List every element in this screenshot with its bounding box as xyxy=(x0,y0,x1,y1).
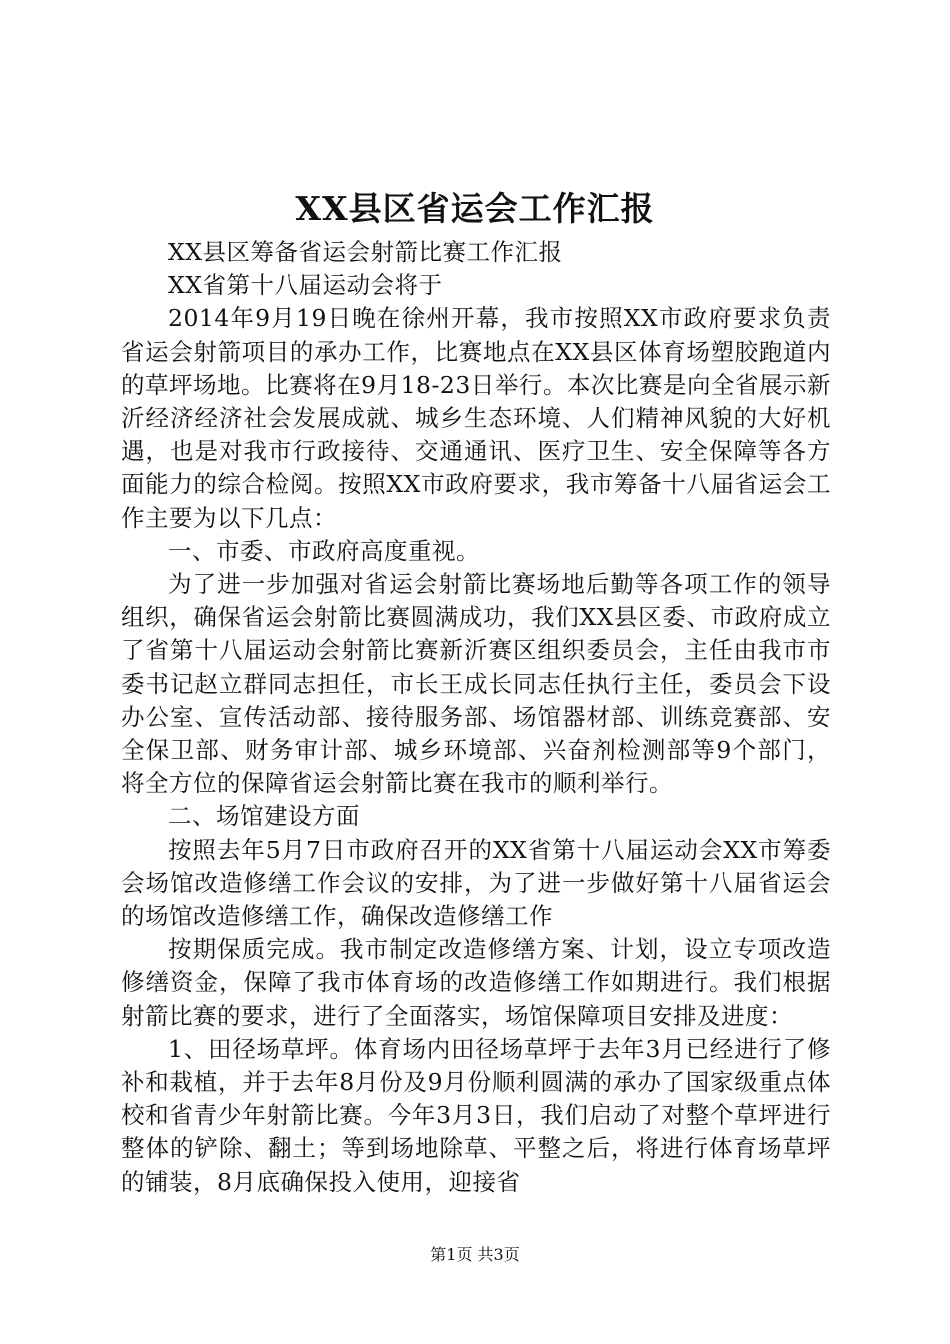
body-paragraph: 按期保质完成。我市制定改造修缮方案、计划，设立专项改造修缮资金，保障了我市体育场的改造修缮工作如期进行。我们根据射箭比赛的要求，进行了全面落实，场馆保障项目安排及进度： xyxy=(121,935,831,1030)
body-paragraph: XX省第十八届运动会将于 xyxy=(168,271,443,300)
body-paragraph: XX县区筹备省运会射箭比赛工作汇报 xyxy=(168,238,563,266)
body-paragraph: 1、田径场草坪。体育场内田径场草坪于去年3月已经进行了修补和栽植，并于去年8月份及9月份顺利圆满的承办了国家级重点体校和省青少年射箭比赛。今年3月3日，我们启动了对整个草坪进行整体的铲除、翻土；等到场地除草、平整之后，将进行体育场草坪的铺装，8月底确保投入使用，迎接省 xyxy=(121,1034,831,1196)
body-paragraph: 为了进一步加强对省运会射箭比赛场地后勤等各项工作的领导组织，确保省运会射箭比赛圆满成功，我们XX县区委、市政府成立了省第十八届运动会射箭比赛新沂赛区组织委员会，主任由我市市委书记赵立群同志担任，市长王成长同志任执行主任，委员会下设办公室、宣传活动部、接待服务部、场馆器材部、训练竞赛部、安全保卫部、财务审计部、城乡环境部、兴奋剂检测部等9个部门，将全方位的保障省运会射箭比赛在我市的顺利举行。 xyxy=(121,570,831,798)
page-number-footer: 第1页 共3页 xyxy=(430,1245,520,1264)
section-heading: 二、场馆建设方面 xyxy=(168,802,360,831)
document-body xyxy=(121,236,831,1199)
document-title: XX县区省运会工作汇报 xyxy=(295,189,655,228)
body-paragraph: 2014年9月19日晚在徐州开幕，我市按照XX市政府要求负责省运会射箭项目的承办工作，比赛地点在XX县区体育场塑胶跑道内的草坪场地。比赛将在9月18-23日举行。本次比赛是向全省展示新沂经济经济社会发展成就、城乡生态环境、人们精神风貌的大好机遇，也是对我市行政接待、交通通讯、医疗卫生、安全保障等各方面能力的综合检阅。按照XX市政府要求，我市筹备十八届省运会工作主要为以下几点： xyxy=(121,304,831,532)
body-paragraph: 按照去年5月7日市政府召开的XX省第十八届运动会XX市筹委会场馆改造修缮工作会议的安排，为了进一步做好第十八届省运会的场馆改造修缮工作，确保改造修缮工作 xyxy=(121,835,831,931)
section-heading: 一、市委、市政府高度重视。 xyxy=(168,536,480,565)
